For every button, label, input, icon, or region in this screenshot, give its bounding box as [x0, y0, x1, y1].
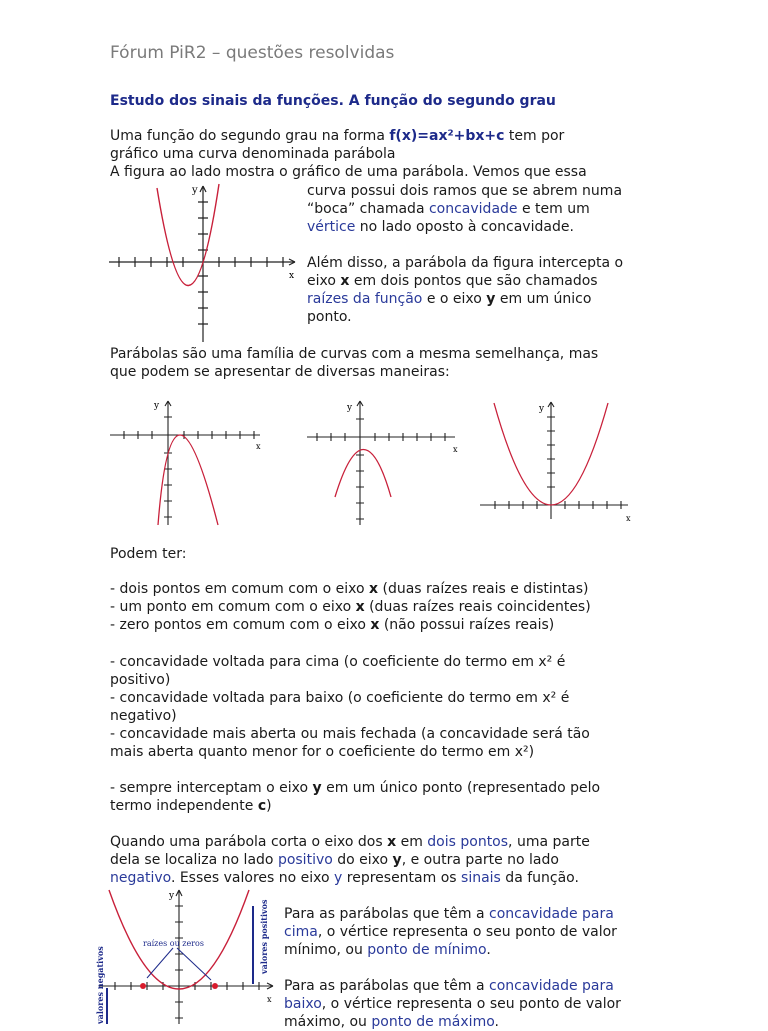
parabola-figure-up-vertex [478, 397, 643, 527]
side-a-line-3: mínimo, ou ponto de mínimo. [284, 942, 491, 958]
intro-line-3: A figura ao lado mostra o gráfico de uma parábola. Vemos que essa [110, 164, 587, 180]
list-intercept-1: - sempre interceptam o eixo y em um único ponto (representado pelo [110, 780, 601, 796]
vertice-link[interactable]: vértice [307, 219, 356, 235]
signs-line-3: negativo. Esses valores no eixo y representam os sinais da função. [110, 870, 579, 886]
svg-text:y: y [169, 891, 175, 901]
list-intro: Podem ter: [110, 546, 187, 562]
list-conc-2a: - concavidade voltada para baixo (o coeficiente do termo em x² é [110, 690, 570, 706]
intro-p2-line-4: ponto. [307, 309, 352, 325]
list-conc-3a: - concavidade mais aberta ou mais fechada (a concavidade será tão [110, 726, 590, 742]
negative-values-label: valores negativos [95, 946, 105, 1024]
family-line-1: Parábolas são uma família de curvas com a mesma semelhança, mas [110, 346, 599, 362]
ponto-minimo-link[interactable]: ponto de mínimo [367, 942, 487, 958]
parabola-curve [157, 184, 219, 286]
list-conc-2b: negativo) [110, 708, 177, 724]
list-conc-1b: positivo) [110, 672, 171, 688]
signs-figure [95, 888, 280, 1024]
signs-line-2: dela se localiza no lado positivo do eixo y, e outra parte no lado [110, 852, 559, 868]
roots-label: raízes ou zeros [143, 939, 204, 948]
list-item-2: - um ponto em comum com o eixo x (duas raízes reais coincidentes) [110, 599, 591, 615]
concavidade-link[interactable]: concavidade [428, 201, 518, 217]
svg-text:x: x [626, 514, 631, 523]
ponto-maximo-link[interactable]: ponto de máximo [371, 1014, 495, 1030]
intro-line-1: Uma função do segundo grau na forma f(x)=ax²+bx+c tem por [110, 128, 565, 144]
parabola-figure-down-two-roots [108, 397, 268, 527]
svg-text:x: x [267, 995, 272, 1004]
family-line-2: que podem se apresentar de diversas maneiras: [110, 364, 450, 380]
concavidade-baixo-link[interactable]: concavidade para [489, 978, 614, 994]
list-conc-3b: mais aberta quanto menor for o coeficiente do termo em x²) [110, 744, 535, 760]
quadratic-formula: f(x)=ax²+bx+c [389, 128, 505, 144]
intro-line-4: curva possui dois ramos que se abrem numa [307, 183, 623, 199]
side-b-line-3: máximo, ou ponto de máximo. [284, 1014, 499, 1030]
raizes-link[interactable]: raízes da função [307, 291, 423, 307]
signs-line-1: Quando uma parábola corta o eixo dos x em dois pontos, uma parte [110, 834, 590, 850]
y-axis-label: y [192, 185, 198, 196]
sinais-link[interactable]: sinais [461, 870, 501, 886]
page-title: Estudo dos sinais da funções. A função do segundo grau [110, 93, 556, 109]
x-axis-label: x [289, 271, 295, 281]
svg-text:y: y [347, 403, 353, 413]
intro-p2-line-3: raízes da função e o eixo y em um único [307, 291, 592, 307]
svg-text:y: y [539, 404, 545, 414]
list-item-3: - zero pontos em comum com o eixo x (não possui raízes reais) [110, 617, 555, 633]
side-a-line-2: cima, o vértice representa o seu ponto de valor [284, 924, 617, 940]
list-item-1: - dois pontos em comum com o eixo x (duas raízes reais e distintas) [110, 581, 589, 597]
parabola-figure-down-vertex [305, 397, 465, 527]
svg-text:y: y [154, 401, 160, 411]
svg-text:x: x [453, 445, 458, 454]
dois-pontos-link[interactable]: dois pontos [427, 834, 509, 850]
list-intercept-2: termo independente c) [110, 798, 272, 814]
intro-line-2: gráfico uma curva denominada parábola [110, 146, 396, 162]
intro-line-6: vértice no lado oposto à concavidade. [307, 219, 574, 235]
y-link[interactable]: y [334, 870, 343, 886]
svg-text:x: x [256, 442, 261, 451]
page-header: Fórum PiR2 – questões resolvidas [110, 43, 395, 63]
positivo-link[interactable]: positivo [277, 852, 333, 868]
intro-p2-line-1: Além disso, a parábola da figura intercepta o [307, 255, 624, 271]
negativo-link[interactable]: negativo [110, 870, 171, 886]
side-b-line-1: Para as parábolas que têm a concavidade para [284, 978, 614, 994]
concavidade-cima-link[interactable]: concavidade para [489, 906, 614, 922]
list-conc-1a: - concavidade voltada para cima (o coeficiente do termo em x² é [110, 654, 566, 670]
side-b-line-2: baixo, o vértice representa o seu ponto de valor [284, 996, 621, 1012]
intro-p2-line-2: eixo x em dois pontos que são chamados [307, 273, 598, 289]
intro-line-5: “boca” chamada concavidade e tem um [307, 201, 590, 217]
parabola-figure-main [105, 180, 305, 345]
positive-values-label: valores positivos [259, 899, 269, 974]
side-a-line-1: Para as parábolas que têm a concavidade para [284, 906, 614, 922]
